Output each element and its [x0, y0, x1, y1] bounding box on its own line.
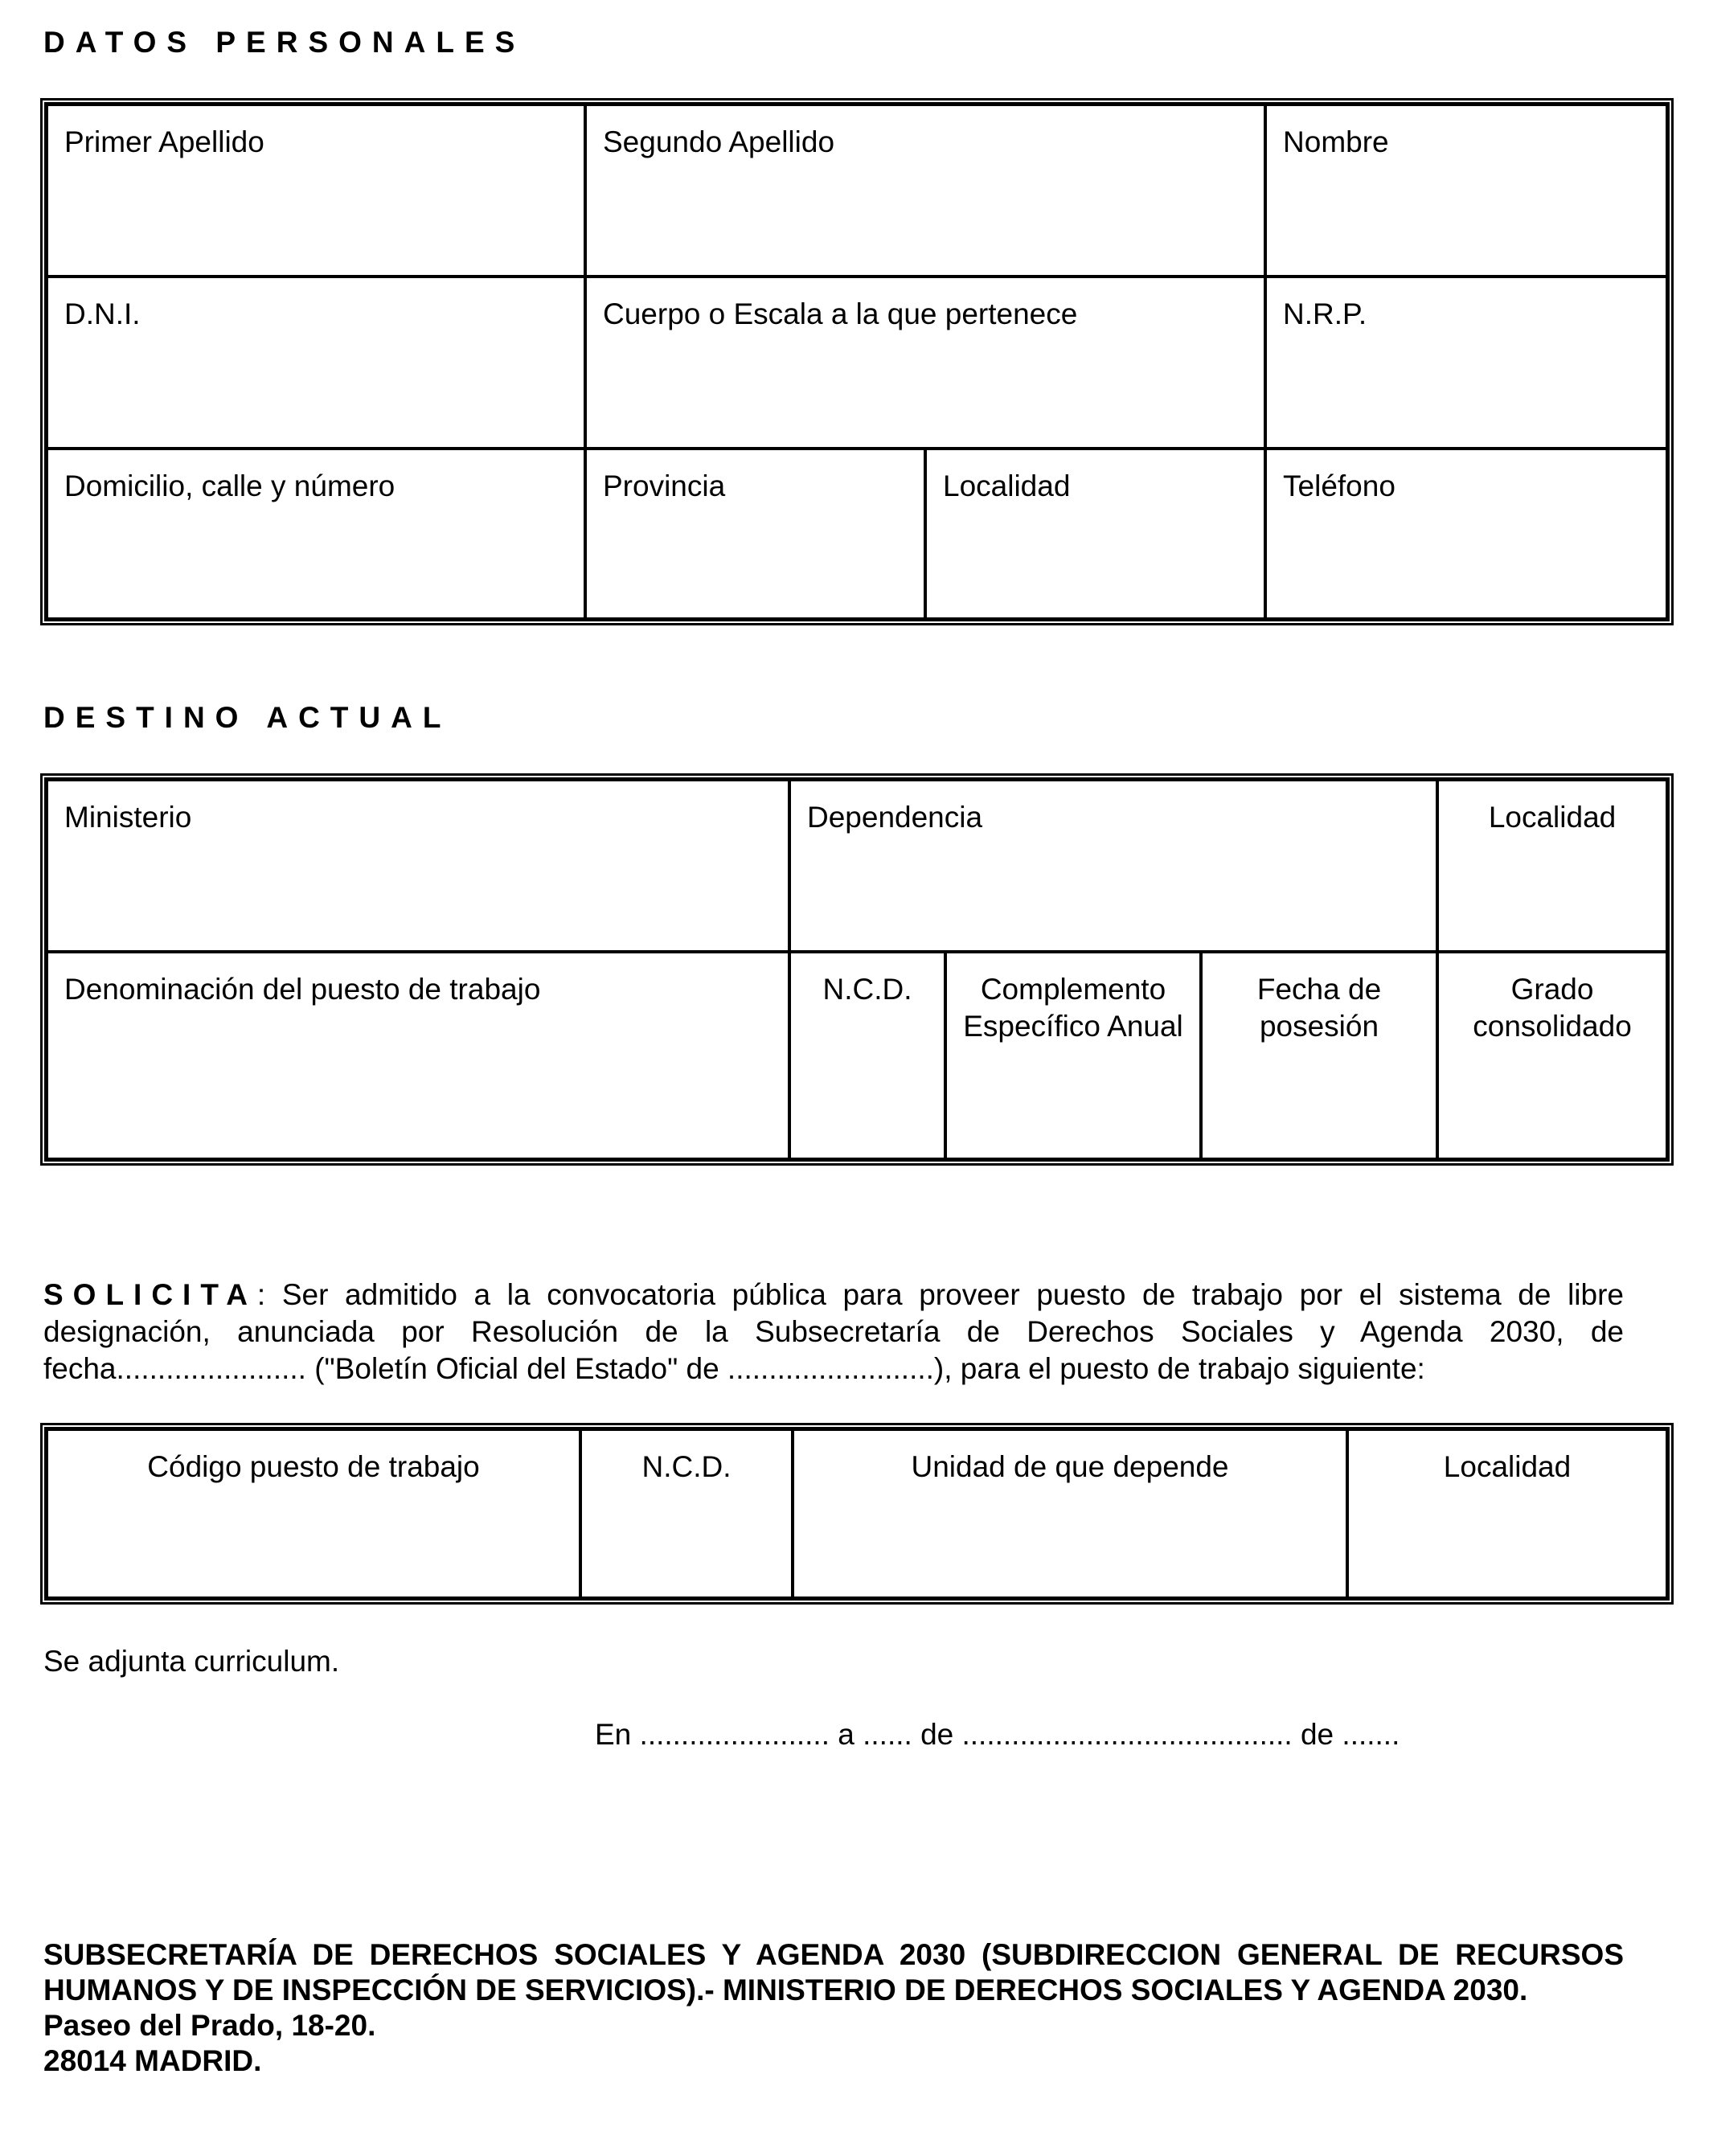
field-segundo-apellido[interactable]: Segundo Apellido [585, 105, 1265, 277]
field-denominacion-puesto[interactable]: Denominación del puesto de trabajo [47, 952, 789, 1159]
field-fecha-posesion[interactable]: Fecha de posesión [1201, 952, 1437, 1159]
footer-calle: Paseo del Prado, 18-20. [43, 2009, 376, 2042]
solicita-label: SOLICITA [43, 1278, 257, 1311]
field-localidad-destino[interactable]: Localidad [1437, 780, 1667, 952]
field-localidad[interactable]: Localidad [925, 449, 1265, 619]
field-complemento-especifico[interactable]: Complemento Específico Anual [945, 952, 1201, 1159]
field-nrp[interactable]: N.R.P. [1265, 277, 1667, 449]
field-unidad-depende[interactable]: Unidad de que depende [793, 1429, 1347, 1598]
field-primer-apellido[interactable]: Primer Apellido [47, 105, 585, 277]
field-ncd-puesto[interactable]: N.C.D. [580, 1429, 793, 1598]
datos-personales-table [40, 98, 1674, 625]
footer-organismo: SUBSECRETARÍA DE DERECHOS SOCIALES Y AGENDA 2030 (SUBDIRECCION GENERAL DE RECURSOS HUMANOS Y DE INSPECCIÓN DE SERVICIOS).- MINISTERIO DE DERECHOS SOCIALES Y AGENDA 2030. [43, 1938, 1624, 2006]
field-ncd[interactable]: N.C.D. [789, 952, 945, 1159]
footer-ciudad: 28014 MADRID. [43, 2044, 262, 2077]
field-dni[interactable]: D.N.I. [47, 277, 585, 449]
section-heading-destino-actual: DESTINO ACTUAL [43, 701, 452, 734]
footer-address [43, 1937, 1624, 2079]
field-provincia[interactable]: Provincia [585, 449, 925, 619]
destino-actual-table [40, 773, 1674, 1166]
solicita-text: : Ser admitido a la convocatoria pública para proveer puesto de trabajo por el sistema de libre designación, anunciada por Resolución de la Subsecretaría de Derechos Sociales y Agenda 2030, de fecha....................... ("Boletín Oficial del Estado" de .........................), para el puesto de trabajo siguiente: [43, 1278, 1624, 1385]
field-codigo-puesto[interactable]: Código puesto de trabajo [47, 1429, 580, 1598]
field-telefono[interactable]: Teléfono [1265, 449, 1667, 619]
field-ministerio[interactable]: Ministerio [47, 780, 789, 952]
field-cuerpo-escala[interactable]: Cuerpo o Escala a la que pertenece [585, 277, 1265, 449]
field-localidad-puesto[interactable]: Localidad [1347, 1429, 1667, 1598]
solicita-paragraph [43, 1277, 1624, 1387]
field-grado-consolidado[interactable]: Grado consolidado [1437, 952, 1667, 1159]
field-nombre[interactable]: Nombre [1265, 105, 1667, 277]
fecha-lugar-line: En ....................... a ...... de ........................................ de ....... [595, 1718, 1400, 1751]
section-heading-datos-personales: DATOS PERSONALES [43, 26, 526, 59]
adjunta-curriculum: Se adjunta curriculum. [43, 1645, 340, 1678]
puesto-solicitado-table [40, 1423, 1674, 1605]
field-domicilio[interactable]: Domicilio, calle y número [47, 449, 585, 619]
field-dependencia[interactable]: Dependencia [789, 780, 1437, 952]
